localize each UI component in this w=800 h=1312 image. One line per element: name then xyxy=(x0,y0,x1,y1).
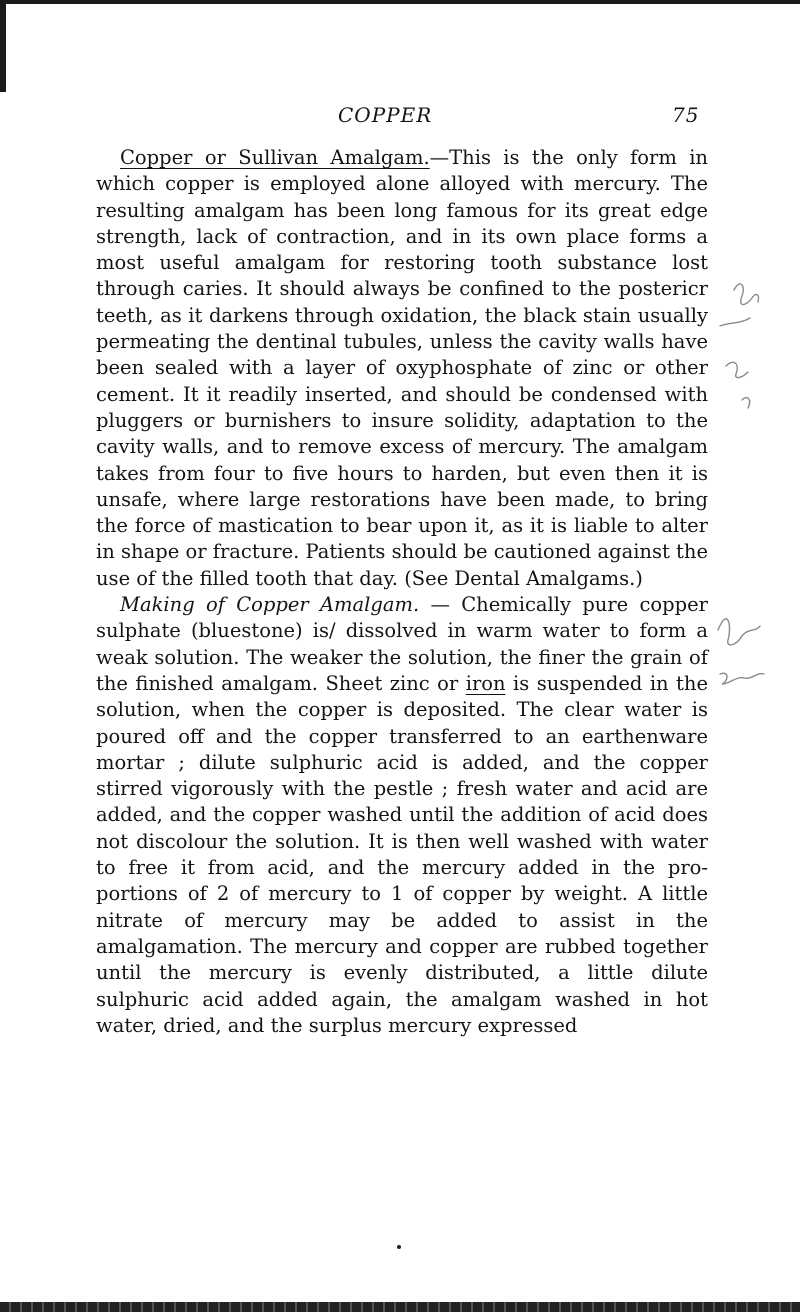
section-heading: Copper or Sullivan Amalgam. xyxy=(120,146,430,169)
running-head xyxy=(0,103,800,131)
paragraph-making-amalgam xyxy=(96,592,708,1039)
left-border-rule xyxy=(0,0,6,92)
paragraph-1-text: —This is the only form in which copper is employed alone alloyed with mercury. The resulting amalgam has been long famous for its great edge strength, lack of contraction, and in its own place forms a most useful amalgam for restoring tooth substance lost through caries. It should always be confined to the postericr teeth, as it darkens through oxidation, the black stain usually permeating the dentinal tubules, unless the cavity walls have been sealed with a layer of oxyphosphate of zinc or other cement. It it readily inserted, and should be condensed with pluggers or burnishers to insure solidity, adaptation to the cavity walls, and to remove excess of mercury. The amalgam takes from four to five hours to harden, but even then it is unsafe, where large restorations have been made, to bring the force of mastication to bear upon it, as it is liable to alter in shape or fracture. Patients should be cautioned against the use of the filled tooth that day. (See Dental Amalgams.) xyxy=(96,146,708,590)
bottom-border-rule xyxy=(0,1302,800,1312)
paragraph-copper-amalgam xyxy=(96,145,708,592)
underlined-word-iron: iron xyxy=(465,671,506,695)
body-text xyxy=(96,145,708,1039)
running-title: COPPER xyxy=(338,103,433,127)
pencil-marginalia-icon xyxy=(712,270,796,770)
top-border-rule xyxy=(0,0,800,4)
subheading: Making of Copper Amalgam. xyxy=(120,593,420,617)
stray-ink-dot xyxy=(397,1245,401,1249)
paragraph-2-text-a: — Chemically pure copper sulphate (bluestone) is/ dissolved in warm water to form a weak solution. The weaker the solution, the finer the grain of the finished amalgam. Sheet zinc or xyxy=(96,593,708,695)
paragraph-2-text-b: is suspended in the solution, when the copper is deposited. The clear water is poured off and the copper transferred to an earthenware mortar ; dilute sulphuric acid is added, and the copper stirred vigorously with the pestle ; fresh water and acid are added, and the copper washed until the addition of acid does not discolour the solution. It is then well washed with water to free it from acid, and the mercury added in the proportions of 2 of mercury to 1 of copper by weight. A little nitrate of mercury may be added to assist in the amalgamation. The mercury and copper are rubbed together until the mercury is evenly distributed, a little dilute sulphuric acid added again, the amalgam washed in hot water, dried, and the surplus mercury expressed xyxy=(96,671,708,1037)
page-number: 75 xyxy=(672,103,700,127)
